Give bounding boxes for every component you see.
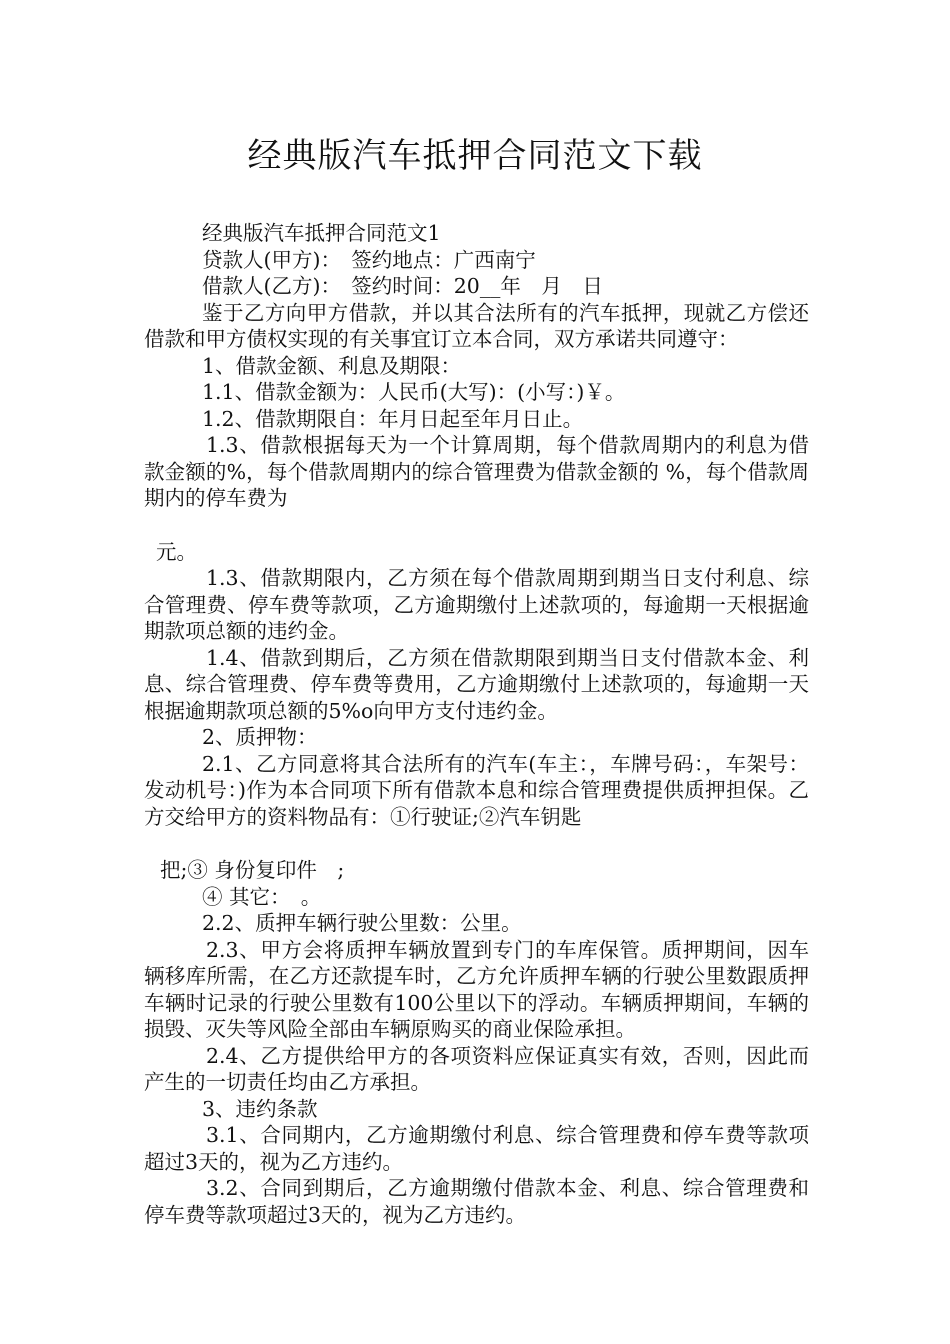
blank-line xyxy=(144,830,809,857)
clause-2-3: 2.3、甲方会将质押车辆放置到专门的车库保管。质押期间，因车辆移库所需，在乙方还款提车时，乙方允许质押车辆的行驶公里数跟质押车辆时记录的行驶公里数有100公里以下的浮动。车辆质押期间，车辆的损毁、灭失等风险全部由车辆原购买的商业保险承担。 xyxy=(144,937,809,1041)
clause-2-4: 2.4、乙方提供给甲方的各项资料应保证真实有效，否则，因此而产生的一切责任均由乙方承担。 xyxy=(144,1043,809,1094)
section-heading: 经典版汽车抵押合同范文1 xyxy=(202,221,441,245)
clause-heading-2: 2、质押物： xyxy=(202,725,318,749)
clause-3-1: 3.1、合同期内，乙方逾期缴付利息、综合管理费和停车费等款项超过3天的，视为乙方违约。 xyxy=(144,1123,809,1174)
clause-2-1: 2.1、乙方同意将其合法所有的汽车(车主：，车牌号码：，车架号：发动机号：)作为本合同项下所有借款本息和综合管理费提供质押担保。乙方交给甲方的资料物品有：①行驶证;②汽车钥匙 xyxy=(144,751,809,829)
clause-1-3a-tail: 元。 xyxy=(156,539,197,564)
clause-1-4: 1.4、借款到期后，乙方须在借款期限到期当日支付借款本金、利息、综合管理费、停车费等费用，乙方逾期缴付上述款项的，每逾期一天根据逾期款项总额的5%o向甲方支付违约金。 xyxy=(144,645,809,723)
lender-line: 贷款人(甲方)： 签约地点：广西南宁 xyxy=(202,247,536,272)
clause-2-1-other: ④ 其它： 。 xyxy=(202,884,322,909)
clause-heading-1: 1、借款金额、利息及期限： xyxy=(202,353,462,378)
preamble-paragraph: 鉴于乙方向甲方借款，并以其合法所有的汽车抵押，现就乙方偿还借款和甲方债权实现的有关事宜订立本合同，双方承诺共同遵守： xyxy=(144,300,809,351)
blank-line xyxy=(144,512,809,539)
clause-1-2: 1.2、借款期限自：年月日起至年月日止。 xyxy=(202,406,584,431)
clause-2-2: 2.2、质押车辆行驶公里数：公里。 xyxy=(202,911,522,935)
document-title: 经典版汽车抵押合同范文下载 xyxy=(247,136,703,176)
clause-1-3a: 1.3、借款根据每天为一个计算周期，每个借款周期内的利息为借款金额的%，每个借款周期内的综合管理费为借款金额的 %，每个借款周期内的停车费为 xyxy=(144,433,809,510)
clause-2-1-tail: 把;③ 身份复印件 ; xyxy=(160,858,345,882)
clause-heading-3: 3、违约条款 xyxy=(202,1096,318,1121)
clause-1-1: 1.1、借款金额为：人民币(大写)：(小写：)￥。 xyxy=(202,380,626,404)
clause-3-2: 3.2、合同到期后，乙方逾期缴付借款本金、利息、综合管理费和停车费等款项超过3天的，视为乙方违约。 xyxy=(144,1176,809,1227)
borrower-line: 借款人(乙方)： 签约时间：20__年 月 日 xyxy=(202,274,603,298)
document-body xyxy=(144,220,809,1228)
clause-1-3b: 1.3、借款期限内，乙方须在每个借款周期到期当日支付利息、综合管理费、停车费等款项，乙方逾期缴付上述款项的，每逾期一天根据逾期款项总额的违约金。 xyxy=(144,566,809,643)
